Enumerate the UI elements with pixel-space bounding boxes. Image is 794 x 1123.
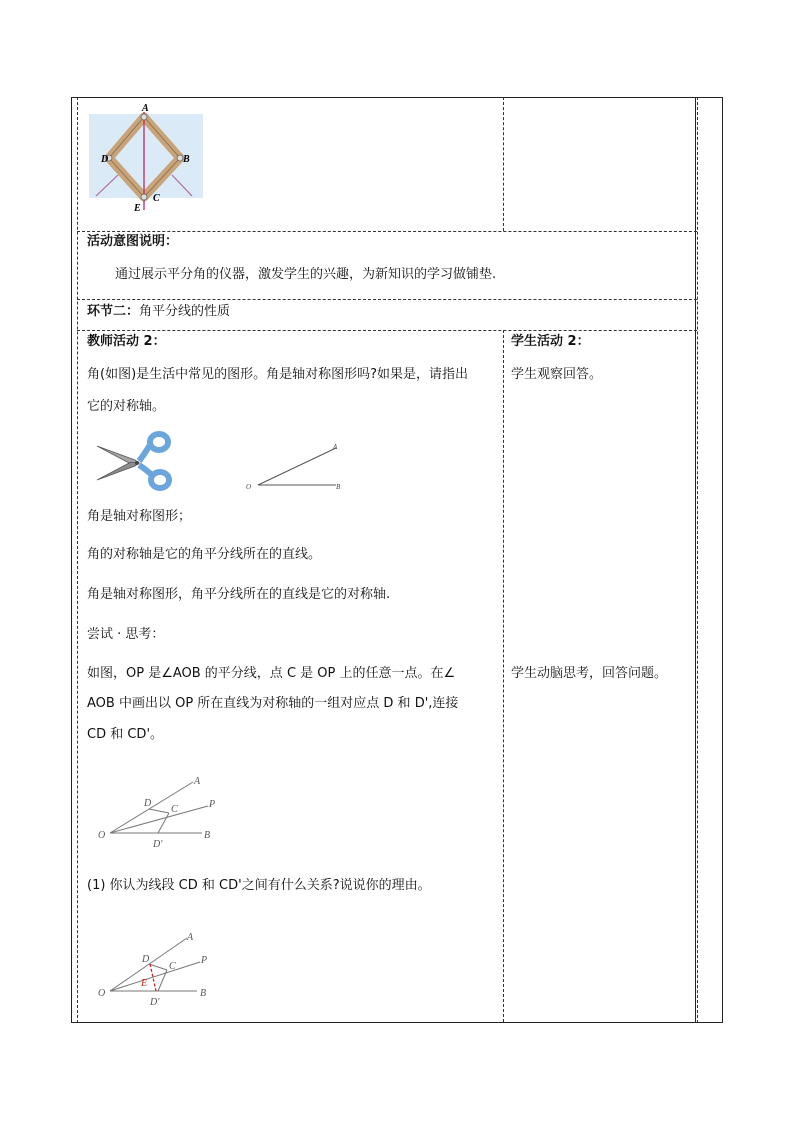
- table-left-border: [71, 97, 72, 1023]
- svg-text:A: A: [187, 932, 194, 943]
- problem-line2: AOB 中画出以 OP 所在直线为对称轴的一组对应点 D 和 D',连接: [87, 696, 459, 711]
- ray-op: [110, 806, 208, 833]
- problem-line3: CD 和 CD'。: [87, 727, 164, 742]
- scissors-pivot: [135, 461, 139, 465]
- svg-text:O: O: [98, 830, 106, 841]
- problem-line1: 如图，OP 是∠AOB 的平分线，点 C 是 OP 上的任意一点。在∠: [87, 666, 456, 681]
- label-b: B: [336, 483, 341, 491]
- label-e: E: [141, 978, 148, 989]
- section2-label: 环节二：: [87, 304, 140, 319]
- table-bottom-border: [71, 1022, 723, 1023]
- segment-cd-prime: [158, 970, 167, 991]
- svg-text:B: B: [200, 988, 207, 999]
- svg-text:D: D: [144, 798, 152, 809]
- ray-oa: [258, 448, 336, 485]
- section2-header: [87, 303, 230, 321]
- label-e: E: [134, 203, 141, 214]
- svg-text:P: P: [201, 955, 208, 966]
- segment-cd-prime: [158, 813, 169, 833]
- svg-text:O: O: [98, 988, 106, 999]
- row-divider-1: [77, 231, 697, 232]
- figure1-labels: [98, 776, 215, 850]
- scissors-figure: [93, 430, 177, 492]
- svg-text:D: D: [142, 954, 150, 965]
- student-answer2: 学生动脑思考，回答问题。: [511, 666, 668, 681]
- purpose-heading: 活动意图说明：: [87, 234, 179, 249]
- purpose-text: 通过展示平分角的仪器，激发学生的兴趣，为新知识的学习做铺垫.: [115, 267, 497, 282]
- bisector-figure-1: [90, 768, 240, 852]
- try-think-label: 尝试 · 思考：: [87, 627, 165, 642]
- svg-text:C: C: [171, 804, 178, 815]
- bisector-figure-2: [90, 924, 220, 1006]
- section2-title: 角平分线的性质: [139, 304, 231, 319]
- svg-text:A: A: [194, 776, 201, 787]
- teacher-line1: 角(如图)是生活中常见的图形。角是轴对称图形吗?如果是，请指出: [87, 367, 469, 382]
- label-o: O: [246, 483, 252, 491]
- svg-text:P: P: [209, 799, 216, 810]
- row-divider-2: [77, 299, 697, 300]
- label-d: D: [101, 154, 109, 165]
- teacher-answer1: 角是轴对称图形；: [87, 509, 192, 524]
- label-a: A: [333, 443, 338, 451]
- label-b: B: [183, 154, 190, 165]
- row-divider-3: [77, 330, 697, 331]
- angle-aob-figure: [240, 438, 350, 494]
- svg-text:B: B: [204, 830, 211, 841]
- right-dashed-line: [697, 97, 698, 1023]
- teacher-line2: 它的对称轴。: [87, 399, 166, 414]
- svg-text:D': D': [150, 997, 160, 1006]
- teacher-answer2: 角的对称轴是它的角平分线所在的直线。: [87, 547, 322, 562]
- label-a: A: [142, 103, 149, 114]
- ray-oa: [110, 782, 193, 833]
- pin-a: [141, 114, 147, 120]
- table-right-border: [722, 97, 723, 1023]
- svg-text:D': D': [153, 839, 163, 850]
- scissors-blades: [97, 446, 139, 480]
- angle-instrument-figure: [88, 100, 208, 216]
- table-inner-right-border: [695, 97, 696, 1023]
- teacher-answer3: 角是轴对称图形，角平分线所在的直线是它的对称轴.: [87, 587, 391, 602]
- table-top-border: [71, 97, 723, 98]
- table-left-inner-dashed: [77, 97, 78, 1023]
- student-answer1: 学生观察回答。: [511, 367, 603, 382]
- question-1: (1) 你认为线段 CD 和 CD'之间有什么关系?说说你的理由。: [87, 878, 431, 893]
- label-c: C: [153, 193, 160, 204]
- svg-text:C: C: [169, 961, 176, 972]
- teacher-heading: 教师活动 2：: [87, 334, 166, 349]
- column-divider-top: [503, 97, 504, 231]
- figure2-labels: [98, 932, 207, 1006]
- figure1-lines: [110, 782, 208, 833]
- segment-dc: [149, 809, 169, 813]
- student-heading: 学生活动 2：: [511, 334, 590, 349]
- figure2-lines: [110, 938, 200, 991]
- pin-c: [141, 194, 147, 200]
- column-divider-main: [503, 330, 504, 1022]
